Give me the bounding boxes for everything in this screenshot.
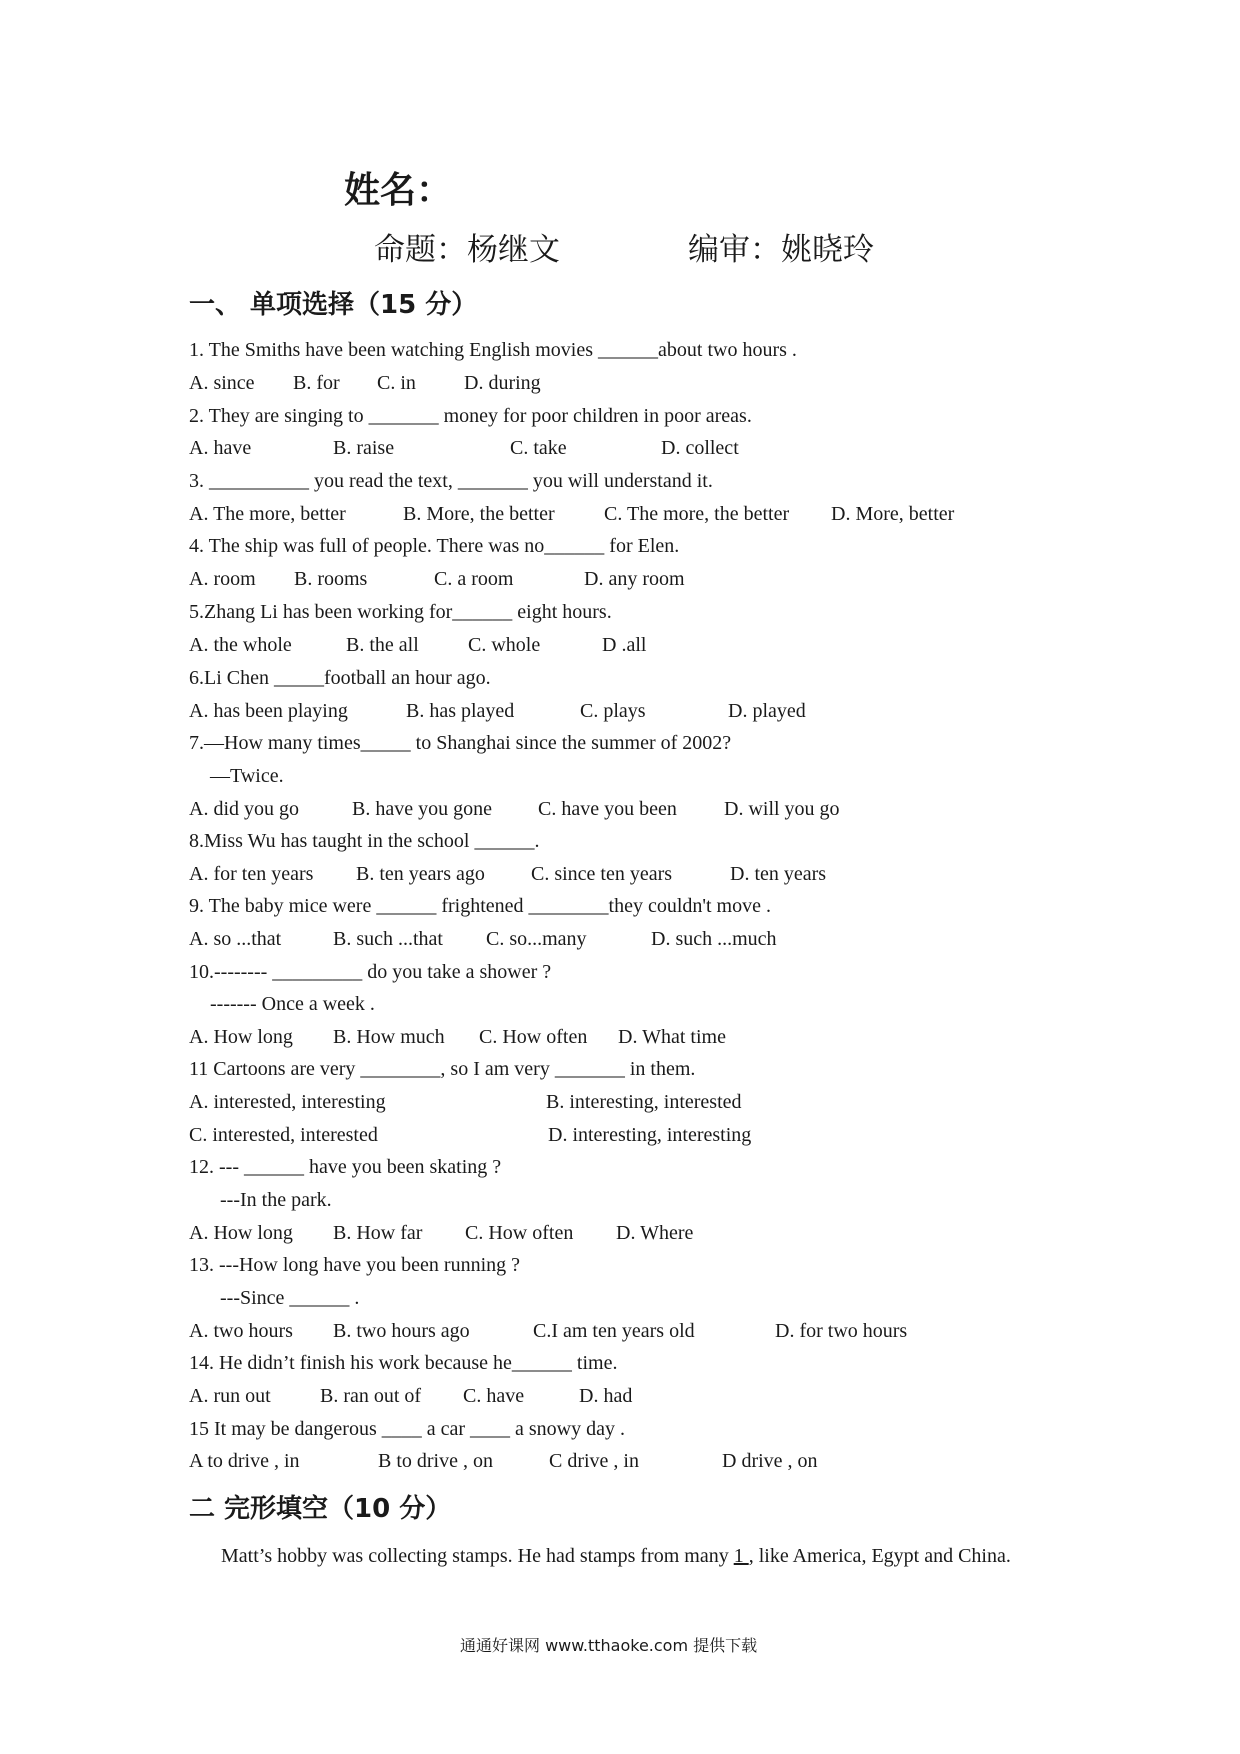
question-15-stem: 15 It may be dangerous ____ a car ____ a snowy day . bbox=[189, 1418, 625, 1440]
option: D. will you go bbox=[724, 798, 840, 820]
option: C. How often bbox=[465, 1222, 574, 1244]
option: B. More, the better bbox=[403, 503, 555, 525]
question-13-answer-line: ---Since ______ . bbox=[220, 1287, 360, 1309]
option: C. have bbox=[463, 1385, 525, 1407]
option: D. More, better bbox=[831, 503, 955, 525]
option: A. have bbox=[189, 437, 252, 459]
question-10-stem: 10.-------- _________ do you take a shower ? bbox=[189, 961, 552, 983]
option: D. What time bbox=[618, 1026, 726, 1048]
option: C. so...many bbox=[486, 928, 587, 950]
option: B. interesting, interested bbox=[546, 1091, 742, 1113]
option: C. have you been bbox=[538, 798, 677, 820]
cloze-text-after: , like America, Egypt and China. bbox=[748, 1545, 1011, 1567]
question-14-stem: 14. He didn’t finish his work because he______ time. bbox=[189, 1352, 618, 1374]
question-11-stem: 11 Cartoons are very ________, so I am very _______ in them. bbox=[189, 1058, 696, 1080]
option: D. Where bbox=[616, 1222, 694, 1244]
option: D drive , on bbox=[722, 1450, 818, 1472]
question-10-answer-line: ------- Once a week . bbox=[210, 993, 375, 1015]
option: D. any room bbox=[584, 568, 685, 590]
option: D. such ...much bbox=[651, 928, 777, 950]
question-8-stem: 8.Miss Wu has taught in the school ______. bbox=[189, 830, 540, 852]
option: A. since bbox=[189, 372, 255, 394]
option: A. How long bbox=[189, 1026, 293, 1048]
option: B. two hours ago bbox=[333, 1320, 470, 1342]
option: A. did you go bbox=[189, 798, 299, 820]
option: A. has been playing bbox=[189, 700, 348, 722]
cloze-passage bbox=[189, 1540, 1059, 1572]
option: A. room bbox=[189, 568, 256, 590]
cloze-blank-1: 1 bbox=[733, 1545, 749, 1567]
option: B. for bbox=[293, 372, 340, 394]
question-7-answer-line: —Twice. bbox=[210, 765, 284, 787]
question-setter: 命题：杨继文 bbox=[374, 232, 560, 268]
option: B. ten years ago bbox=[356, 863, 485, 885]
option: B. such ...that bbox=[333, 928, 443, 950]
option: D. collect bbox=[661, 437, 739, 459]
question-7-stem: 7.—How many times_____ to Shanghai since the summer of 2002? bbox=[189, 732, 732, 754]
question-2-stem: 2. They are singing to _______ money for poor children in poor areas. bbox=[189, 405, 752, 427]
option: C.I am ten years old bbox=[533, 1320, 695, 1342]
question-13-stem: 13. ---How long have you been running ? bbox=[189, 1254, 521, 1276]
option: C. How often bbox=[479, 1026, 588, 1048]
option: B to drive , on bbox=[378, 1450, 493, 1472]
question-4-stem: 4. The ship was full of people. There was no______ for Elen. bbox=[189, 535, 680, 557]
question-3-stem: 3. __________ you read the text, _______ you will understand it. bbox=[189, 470, 713, 492]
option: C. whole bbox=[468, 634, 541, 656]
option: C. a room bbox=[434, 568, 514, 590]
question-9-stem: 9. The baby mice were ______ frightened ________they couldn't move . bbox=[189, 895, 771, 917]
question-5-stem: 5.Zhang Li has been working for______ eight hours. bbox=[189, 601, 612, 623]
question-12-stem: 12. --- ______ have you been skating ? bbox=[189, 1156, 502, 1178]
option: D .all bbox=[602, 634, 647, 656]
option: A. interested, interesting bbox=[189, 1091, 386, 1113]
option: A. two hours bbox=[189, 1320, 293, 1342]
option: D. for two hours bbox=[775, 1320, 908, 1342]
option: D. during bbox=[464, 372, 541, 394]
option: C drive , in bbox=[549, 1450, 639, 1472]
name-label: 姓名： bbox=[344, 170, 453, 211]
reviewer: 编审：姚晓玲 bbox=[688, 232, 874, 268]
question-1-stem: 1. The Smiths have been watching English movies ______about two hours . bbox=[189, 339, 797, 361]
option: B. the all bbox=[346, 634, 419, 656]
option: C. The more, the better bbox=[604, 503, 790, 525]
cloze-text-before: Matt’s hobby was collecting stamps. He had stamps from many bbox=[221, 1545, 734, 1567]
option: D. played bbox=[728, 700, 806, 722]
question-6-stem: 6.Li Chen _____football an hour ago. bbox=[189, 667, 491, 689]
option: A. the whole bbox=[189, 634, 292, 656]
option: D. ten years bbox=[730, 863, 827, 885]
option: C. take bbox=[510, 437, 567, 459]
option: C. since ten years bbox=[531, 863, 673, 885]
option: B. How much bbox=[333, 1026, 445, 1048]
option: A. The more, better bbox=[189, 503, 346, 525]
option: A. run out bbox=[189, 1385, 271, 1407]
option: B. ran out of bbox=[320, 1385, 422, 1407]
option: B. raise bbox=[333, 437, 395, 459]
option: D. interesting, interesting bbox=[548, 1124, 752, 1146]
option: A. for ten years bbox=[189, 863, 314, 885]
section-1-title: 一、 单项选择（15 分） bbox=[189, 290, 478, 320]
option: C. interested, interested bbox=[189, 1124, 378, 1146]
option: B. have you gone bbox=[352, 798, 492, 820]
option: C. plays bbox=[580, 700, 646, 722]
option: B. How far bbox=[333, 1222, 423, 1244]
footer-source: 通通好课网 www.tthaoke.com 提供下载 bbox=[460, 1636, 758, 1655]
question-12-answer-line: ---In the park. bbox=[220, 1189, 332, 1211]
option: A. so ...that bbox=[189, 928, 282, 950]
option: B. rooms bbox=[294, 568, 368, 590]
option: B. has played bbox=[406, 700, 515, 722]
option: C. in bbox=[377, 372, 416, 394]
option: A. How long bbox=[189, 1222, 293, 1244]
option: A to drive , in bbox=[189, 1450, 300, 1472]
section-2-title: 二 完形填空（10 分） bbox=[189, 1494, 452, 1524]
option: D. had bbox=[579, 1385, 633, 1407]
